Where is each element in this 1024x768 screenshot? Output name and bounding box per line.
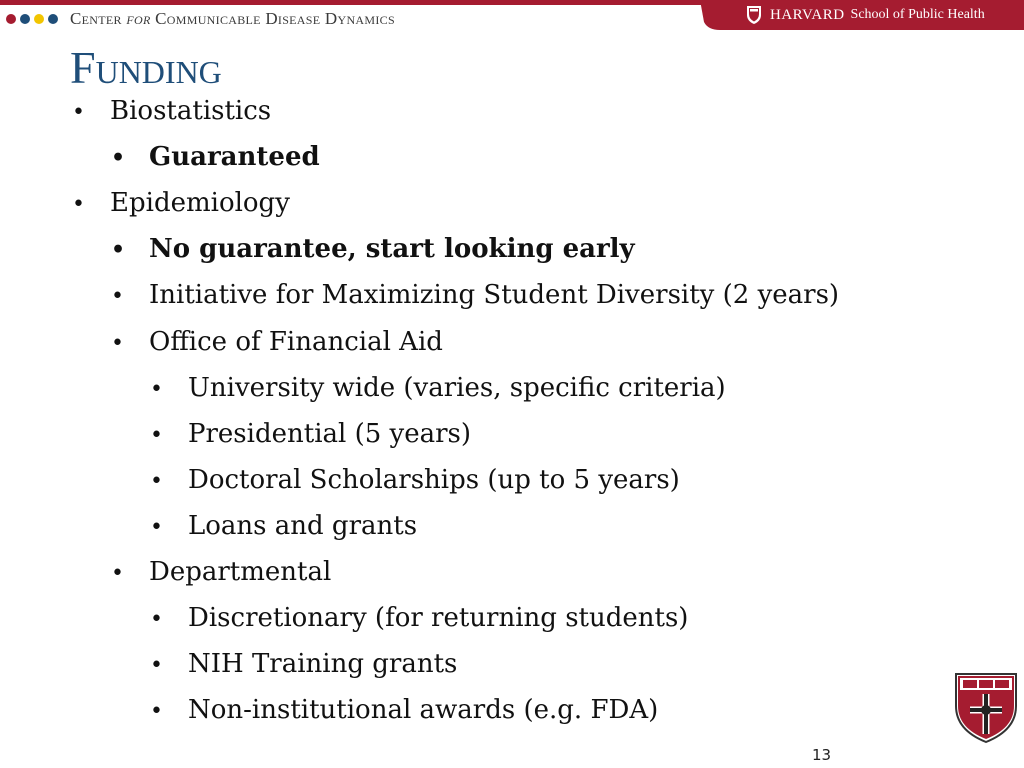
bullet-text: Office of Financial Aid (149, 326, 443, 357)
center-name-start: Center (70, 9, 122, 28)
bullet-mark: • (150, 514, 163, 540)
bullet-mark: • (111, 284, 124, 310)
bullet-mark: • (150, 653, 163, 679)
bullet-item (72, 187, 290, 221)
bullet-mark: • (72, 192, 85, 218)
bullet-item (111, 233, 635, 266)
bullet-item (111, 141, 320, 174)
bullet-text: Initiative for Maximizing Student Diversity (2 years) (149, 280, 840, 311)
bullet-item (111, 279, 839, 313)
bullet-mark: • (150, 376, 163, 402)
bullet-text: Departmental (149, 557, 332, 587)
bullet-item (150, 418, 471, 452)
bullet-item (150, 510, 417, 544)
bullet-text: No guarantee, start looking early (149, 234, 635, 265)
bullet-text: Guaranteed (149, 142, 320, 173)
bullet-text: Epidemiology (110, 188, 290, 219)
bullet-item (150, 464, 680, 498)
center-name-for: for (126, 9, 151, 28)
bullet-mark: • (72, 100, 85, 125)
harvard-shield-icon (954, 672, 1018, 744)
slide-title: Funding (70, 42, 222, 93)
bullet-item (111, 326, 443, 360)
center-name-end: Communicable Disease Dynamics (155, 9, 395, 28)
bullet-item (111, 556, 331, 590)
bullet-text: Loans and grants (188, 510, 418, 541)
bullet-mark: • (111, 561, 124, 586)
bullet-item (150, 602, 688, 636)
bullet-mark: • (111, 237, 126, 264)
bullet-item (150, 648, 457, 682)
bullet-item (72, 95, 271, 129)
bullet-item (150, 694, 658, 728)
bullet-text: Doctoral Scholarships (up to 5 years) (188, 464, 680, 495)
harvard-name: HARVARD (770, 6, 845, 23)
bullet-mark: • (150, 607, 163, 633)
bullet-mark: • (150, 468, 163, 494)
school-name: School of Public Health (850, 7, 985, 22)
bullet-text: Discretionary (for returning students) (188, 603, 689, 634)
bullet-mark: • (111, 145, 126, 172)
bullet-text: Non-institutional awards (e.g. FDA) (188, 695, 659, 726)
page-number: 13 (812, 746, 832, 764)
bullet-text: University wide (varies, specific criteria) (188, 372, 726, 403)
bullet-text: Presidential (5 years) (188, 418, 472, 449)
bullet-item (150, 372, 726, 406)
bullet-mark: • (150, 699, 163, 725)
bullet-mark: • (150, 422, 163, 448)
bullet-text: Biostatistics (110, 96, 272, 126)
bullet-text: NIH Training grants (188, 649, 458, 680)
bullet-mark: • (111, 330, 124, 356)
